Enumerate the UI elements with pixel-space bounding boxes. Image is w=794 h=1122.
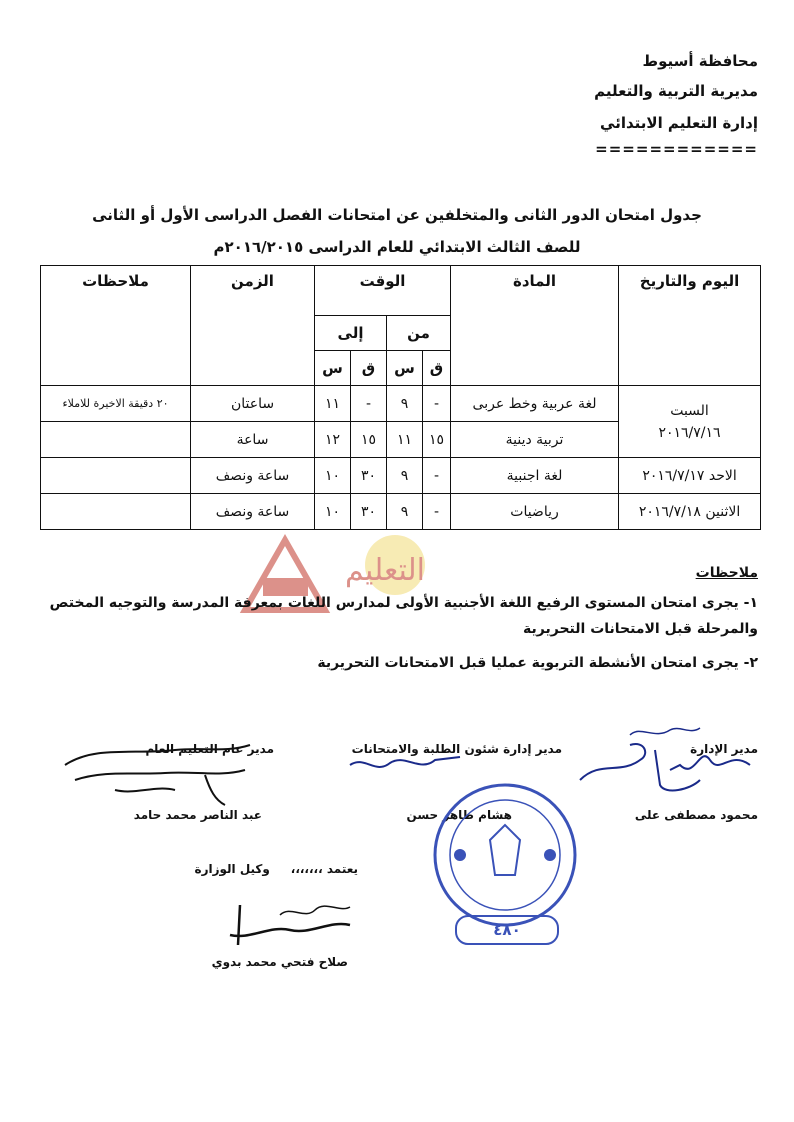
duration-cell: ساعتان bbox=[191, 386, 315, 422]
note-item-2: ٢- يجرى امتحان الأنشطة التربوية عمليا قبل الامتحانات التحريرية bbox=[317, 655, 758, 671]
svg-text:التعليم: التعليم bbox=[345, 553, 425, 588]
from-s-cell: ٩ bbox=[387, 386, 423, 422]
admin-manager-signature bbox=[560, 720, 760, 800]
admin-manager-name: محمود مصطفى على bbox=[634, 808, 758, 822]
duration-cell: ساعة bbox=[191, 422, 315, 458]
exam-schedule-table bbox=[40, 265, 761, 530]
header-to-q: ق bbox=[351, 351, 387, 386]
from-q-cell: ١٥ bbox=[423, 422, 451, 458]
to-s-cell: ١٢ bbox=[315, 422, 351, 458]
from-s-cell: ١١ bbox=[387, 422, 423, 458]
notes-cell bbox=[41, 458, 191, 494]
from-s-cell: ٩ bbox=[387, 458, 423, 494]
official-stamp bbox=[430, 780, 580, 930]
day-date-cell: الاحد ٢٠١٦/٧/١٧ bbox=[619, 458, 761, 494]
header-from-q: ق bbox=[423, 351, 451, 386]
table-row bbox=[41, 494, 761, 530]
header-to-s: س bbox=[315, 351, 351, 386]
subject-cell: لغة عربية وخط عربى bbox=[451, 386, 619, 422]
table-row bbox=[41, 458, 761, 494]
subject-cell: لغة اجنبية bbox=[451, 458, 619, 494]
from-q-cell: - bbox=[423, 386, 451, 422]
from-q-cell: - bbox=[423, 494, 451, 530]
duration-cell: ساعة ونصف bbox=[191, 458, 315, 494]
general-education-title: مدير عام التعليم العام bbox=[145, 742, 274, 756]
to-q-cell: ٣٠ bbox=[351, 494, 387, 530]
students-affairs-title: مدير إدارة شئون الطلبة والامتحانات bbox=[351, 742, 562, 756]
header-from: من bbox=[387, 316, 451, 351]
notes-cell bbox=[41, 494, 191, 530]
day-date-cell bbox=[619, 386, 761, 458]
to-q-cell: ٣٠ bbox=[351, 458, 387, 494]
notes-cell: ٢٠ دقيقة الاخيرة للاملاء bbox=[41, 386, 191, 422]
notes-heading: ملاحظات bbox=[695, 565, 758, 581]
header-notes: ملاحظات bbox=[41, 266, 191, 386]
governorate-line: محافظة أسيوط bbox=[642, 52, 758, 70]
table-row bbox=[41, 386, 761, 422]
deputy-signature bbox=[220, 895, 360, 950]
students-affairs-name: هشام طاهر حسن bbox=[406, 808, 512, 822]
department-line: إدارة التعليم الابتدائي bbox=[600, 114, 758, 132]
students-affairs-signature bbox=[345, 745, 465, 785]
header-subject: المادة bbox=[451, 266, 619, 386]
directorate-line: مديرية التربية والتعليم bbox=[594, 82, 758, 100]
deputy-name: صلاح فتحي محمد بدوي bbox=[211, 955, 348, 969]
schedule-subtitle: للصف الثالث الابتدائي للعام الدراسى ٢٠١٦/٢٠١٥م bbox=[213, 238, 581, 256]
header-time: الوقت bbox=[315, 266, 451, 316]
day-date-cell: الاثنين ٢٠١٦/٧/١٨ bbox=[619, 494, 761, 530]
to-q-cell: - bbox=[351, 386, 387, 422]
admin-manager-title: مدير الإدارة bbox=[690, 742, 758, 756]
header-from-s: س bbox=[387, 351, 423, 386]
general-education-name: عبد الناصر محمد حامد bbox=[133, 808, 262, 822]
header-separator: ============ bbox=[595, 140, 758, 158]
day-label: السبت bbox=[670, 402, 709, 419]
schedule-title: جدول امتحان الدور الثانى والمتخلفين عن امتحانات الفصل الدراسى الأول أو الثانى bbox=[92, 206, 702, 224]
header-to: إلى bbox=[315, 316, 387, 351]
header-duration: الزمن bbox=[191, 266, 315, 386]
notes-cell bbox=[41, 422, 191, 458]
date-label: ٢٠١٦/٧/١٦ bbox=[658, 424, 721, 441]
note-item-1: ١- يجرى امتحان المستوى الرفيع اللغة الأجنبية الأولى لمدارس اللغات بمعرفة المدرسة والتوجيه المختص والمرحلة قبل الامتحانات التحريرية bbox=[49, 595, 758, 637]
duration-cell: ساعة ونصف bbox=[191, 494, 315, 530]
from-s-cell: ٩ bbox=[387, 494, 423, 530]
subject-cell: تربية دينية bbox=[451, 422, 619, 458]
to-s-cell: ١١ bbox=[315, 386, 351, 422]
subject-cell: رياضيات bbox=[451, 494, 619, 530]
to-s-cell: ١٠ bbox=[315, 494, 351, 530]
to-q-cell: ١٥ bbox=[351, 422, 387, 458]
approval-line: يعتمد ،،،،،،، وكيل الوزارة bbox=[194, 862, 358, 876]
to-s-cell: ١٠ bbox=[315, 458, 351, 494]
header-day-date: اليوم والتاريخ bbox=[619, 266, 761, 386]
general-education-signature bbox=[55, 735, 255, 815]
from-q-cell: - bbox=[423, 458, 451, 494]
stamp-number-badge: ٤٨٠ bbox=[455, 915, 559, 945]
